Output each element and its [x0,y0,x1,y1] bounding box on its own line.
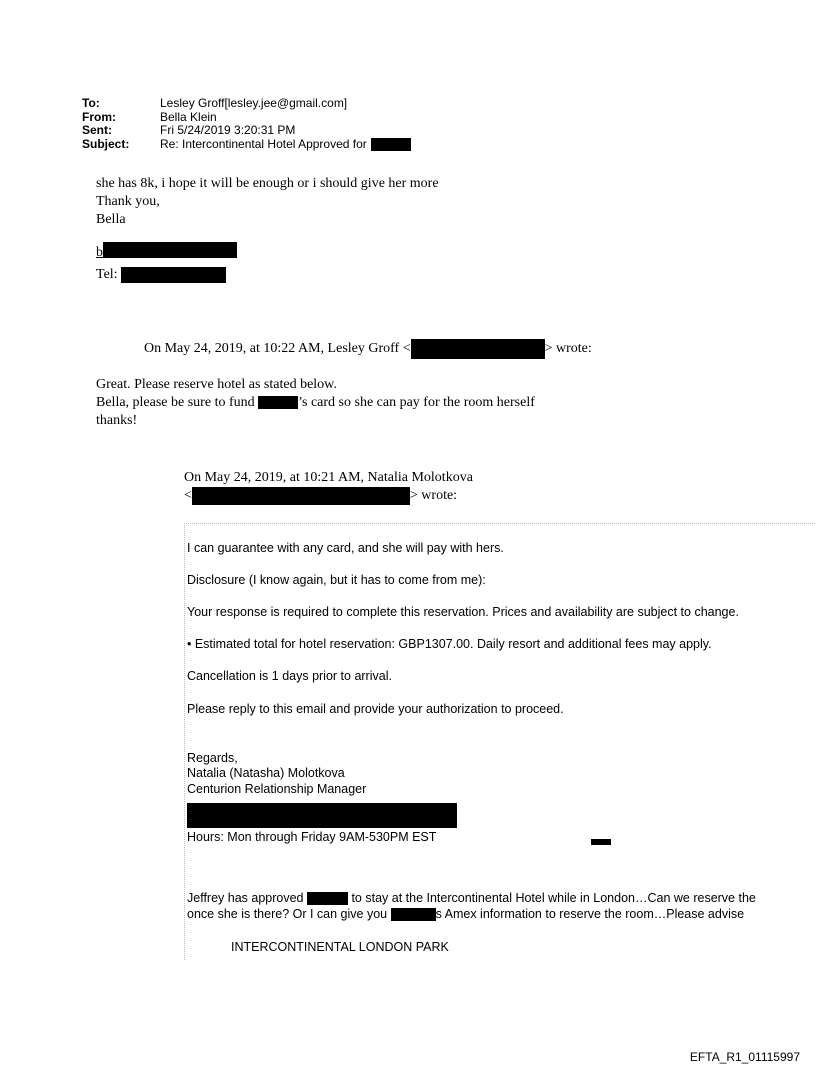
document-id: EFTA_R1_01115997 [689,1050,800,1064]
redaction-block [391,908,436,921]
signature-tel [96,266,226,284]
sent-row [82,124,411,138]
quote-intro-line [184,487,473,505]
body-paragraph: Disclosure (I know again, but it has to come from me): [187,573,486,587]
signature-name: Natalia (Natasha) Molotkova [187,766,345,780]
to-label: To: [82,96,100,110]
signature-title: Centurion Relationship Manager [187,782,367,796]
body-text: Jeffrey has approved [187,891,307,905]
redaction-block [591,839,611,845]
hotel-name: INTERCONTINENTAL LONDON PARK [231,940,449,954]
quote-intro-line: On May 24, 2019, at 10:21 AM, Natalia Molotkova [184,470,473,485]
reply-line: Great. Please reserve hotel as stated below. [96,377,337,392]
regards: Regards, [187,751,238,765]
body-text: once she is there? Or I can give you [187,907,391,921]
quote-intro-natalia [184,469,473,505]
reply-line: thanks! [96,413,138,428]
from-row [82,111,411,125]
reply-text: ’s card so she can pay for the room herself [298,395,535,410]
body-paragraph: Please reply to this email and provide your authorization to proceed. [187,702,564,716]
redaction-block [192,487,410,505]
signature-email-prefix: b [96,245,103,260]
to-value: Lesley Groff[lesley.jee@gmail.com] [160,96,348,110]
email-header [82,97,411,151]
body-text: to stay at the Intercontinental Hotel while in London…Can we reserve the [347,891,756,905]
from-value: Bella Klein [160,109,217,124]
sent-value: Fri 5/24/2019 3:20:31 PM [160,123,296,137]
reply-lesley [96,376,535,430]
message-line: Bella [96,212,126,227]
quote-intro-lesley [144,339,592,359]
redaction-block [258,396,298,409]
subject-value: Re: Intercontinental Hotel Approved for [160,136,367,151]
subject-row [82,138,411,152]
redaction-block [371,138,411,151]
body-paragraph: I can guarantee with any card, and she will pay with hers. [187,541,504,555]
reply-line [96,394,535,412]
redaction-block [411,339,545,359]
signature-email[interactable] [96,244,237,262]
quote-intro-text: > wrote: [544,341,592,357]
reply-text: Bella, please be sure to fund [96,395,259,410]
redaction-block [103,242,237,258]
redaction-block [307,892,348,905]
body-text: s Amex information to reserve the room…Please advise [435,907,745,921]
quote-intro-text: < [184,488,192,504]
redaction-block [121,267,226,283]
message-body [96,175,439,229]
quote-intro-text: On May 24, 2019, at 10:22 AM, Lesley Groff < [144,341,411,357]
body-paragraph: • Estimated total for hotel reservation: GBP1307.00. Daily resort and additional fees may apply. [187,637,712,651]
body-paragraph [187,907,744,922]
subject-label: Subject: [82,136,130,151]
body-paragraph: Cancellation is 1 days prior to arrival. [187,669,392,683]
redaction-block [187,803,457,828]
signature-hours: Hours: Mon through Friday 9AM-530PM EST [187,830,437,844]
body-paragraph [187,891,756,906]
message-line: Thank you, [96,194,160,209]
tel-label: Tel: [96,267,122,282]
message-line: she has 8k, i hope it will be enough or i should give her more [96,176,439,191]
from-label: From: [82,109,116,124]
quote-intro-text: > wrote: [409,488,458,504]
body-paragraph: Your response is required to complete this reservation. Prices and availability are subject to change. [187,605,739,619]
to-row [82,97,411,111]
sent-label: Sent: [82,123,112,137]
